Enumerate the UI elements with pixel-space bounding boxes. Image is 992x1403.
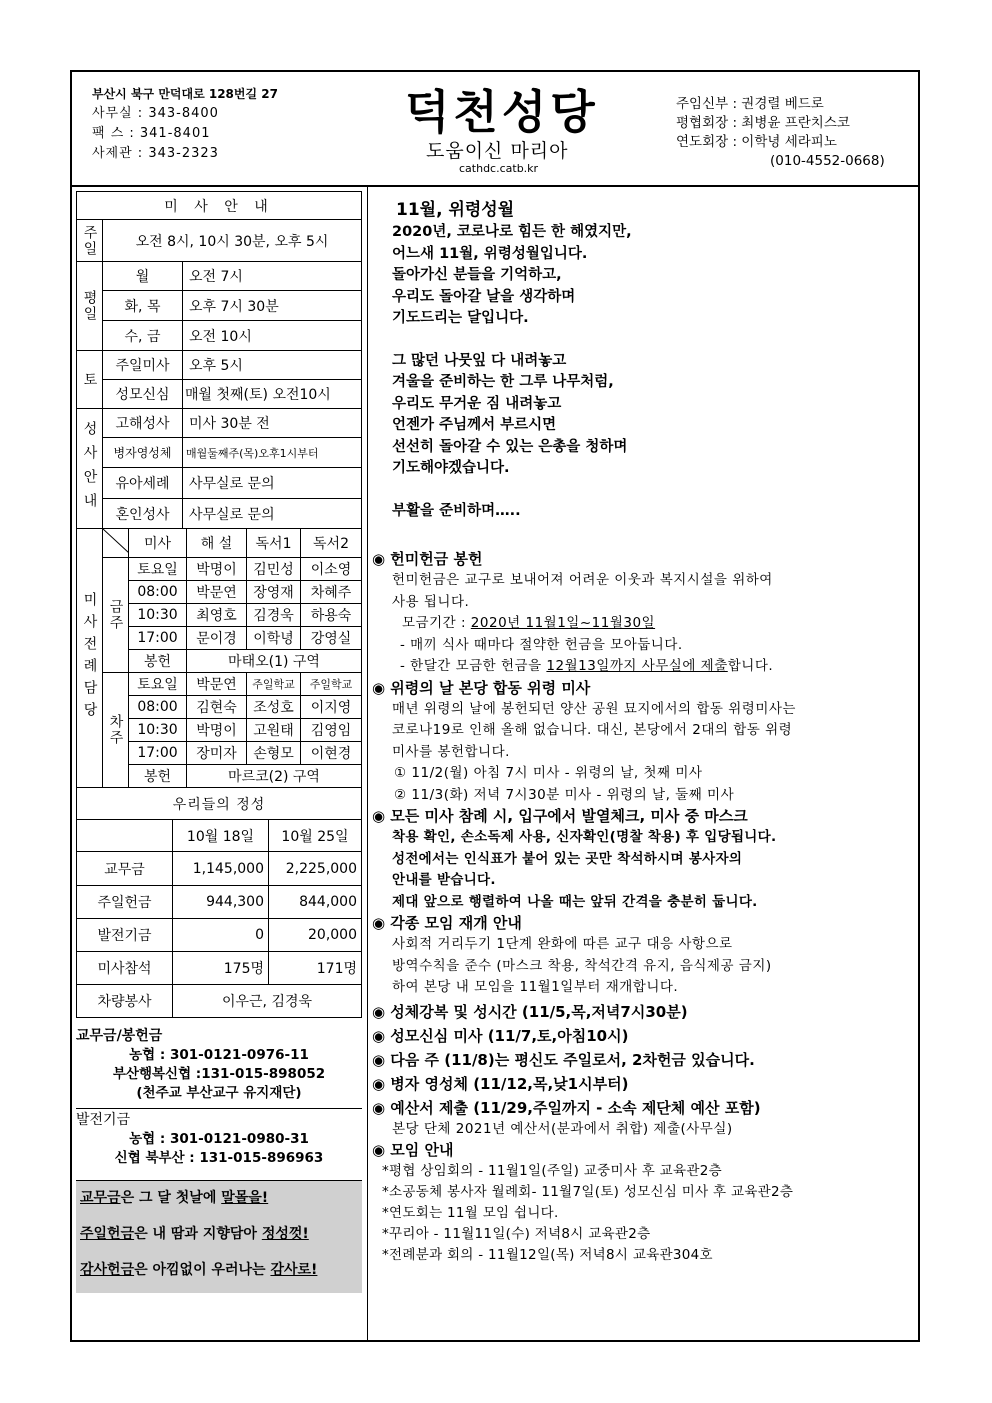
article-closing: 부활을 준비하며….. [392, 502, 521, 519]
slogan: 주일헌금은 내 땀과 지향담아 정성껏! [80, 1226, 309, 1242]
duty-commentator: 박문연 [187, 673, 247, 696]
duty-reader2: 이소영 [301, 558, 362, 581]
sacrament-name: 병자영성체 [103, 438, 183, 468]
meeting-item: *전례분과 회의 - 11월12일(목) 저녁8시 교육관304호 [382, 1247, 713, 1263]
staff-block [676, 95, 885, 171]
weekday-time: 오후 7시 30분 [183, 291, 362, 321]
article-line: 우리도 돌아갈 날을 생각하며 [392, 288, 576, 305]
sacrament-time: 미사 30분 전 [183, 409, 362, 438]
slogan-box [76, 1180, 362, 1293]
notice-text: 사용 됩니다. [392, 593, 470, 610]
offering-label: 주일헌금 [77, 886, 173, 919]
meeting-item: *평협 상임회의 - 11월1일(주일) 교중미사 후 교육관2층 [382, 1163, 722, 1179]
duty-reader2: 차혜주 [301, 581, 362, 604]
elder-president: 연도회장 : 이학녕 세라피노 [676, 134, 837, 150]
duty-reader2: 이지영 [301, 696, 362, 719]
sunday-time: 오전 8시, 10시 30분, 오후 5시 [103, 220, 362, 262]
duty-mass: 토요일 [129, 558, 187, 581]
duty-mass: 17:00 [129, 742, 187, 765]
notice-text: 방역수칙을 준수 (마스크 착용, 착석간격 유지, 음식제공 금지) [392, 957, 772, 974]
offering-value: 171명 [269, 952, 362, 985]
sacrament-time: 사무실로 문의 [183, 468, 362, 499]
notice-title: ◉ 모든 미사 참례 시, 입구에서 발열체크, 미사 중 마스크 [372, 807, 748, 825]
duty-commentator: 문이경 [187, 627, 247, 650]
col-reader2: 독서2 [301, 529, 362, 558]
bank-info [76, 1027, 362, 1103]
duty-commentator: 최영호 [187, 604, 247, 627]
notice-text: - 매끼 식사 때마다 절약한 헌금을 모아둡니다. [400, 636, 683, 653]
page-subtitle: 도움이신 마리아 [426, 140, 569, 162]
blank-cell [77, 820, 173, 852]
notice-text: 본당 단체 2021년 예산서(분과에서 취합) 제출(사무실) [392, 1120, 733, 1137]
mass-table [76, 191, 362, 529]
weekday-time: 오전 10시 [183, 321, 362, 351]
duty-reader2: 강영실 [301, 627, 362, 650]
council-president: 평협회장 : 최병윤 프란치스코 [676, 115, 850, 131]
weekday-day: 월 [103, 262, 183, 291]
notice-title: ◉ 위령의 날 본당 합동 위령 미사 [372, 678, 591, 697]
article-line: 그 많던 나뭇잎 다 내려놓고 [392, 352, 567, 369]
sunday-label: 주일 [77, 220, 103, 262]
column-divider [367, 185, 368, 1342]
sacrament-name: 혼인성사 [103, 499, 183, 529]
duty-mass: 10:30 [129, 719, 187, 742]
offering-value: 0 [173, 919, 269, 952]
duty-reader1: 이학녕 [247, 627, 301, 650]
saturday-item: 주일미사 [103, 351, 183, 380]
bank-divider [76, 1108, 362, 1109]
meeting-item: *소공동체 봉사자 월례회- 11월7일(토) 성모신심 미사 후 교육관2층 [382, 1184, 794, 1200]
mass-heading: 미 사 안 내 [77, 192, 362, 220]
offering-district: 마태오(1) 구역 [187, 650, 362, 673]
sacrament-time: 매월둘째주(목)오후1시부터 [183, 438, 362, 468]
col-commentator: 해 설 [187, 529, 247, 558]
notice-text: ① 11/2(월) 아침 7시 미사 - 위령의 날, 첫째 미사 [394, 765, 703, 781]
notice-title: ◉ 각종 모임 재개 안내 [372, 914, 522, 932]
notice-text: - 한달간 모금한 헌금을 12월13일까지 사무실에 제출합니다. [400, 658, 774, 674]
notice-text: 코로나19로 인해 올해 없습니다. 대신, 본당에서 2대의 합동 위령 [392, 722, 793, 738]
sacrament-label: 성사안내 [77, 409, 103, 529]
website: cathdc.catb.kr [459, 162, 539, 175]
duty-commentator: 박명이 [187, 719, 247, 742]
article [372, 198, 917, 522]
duty-mass: 17:00 [129, 627, 187, 650]
notice-text: 모금기간 : 2020년 11월1일~11월30일 [402, 615, 656, 631]
notice-text: 매년 위령의 날에 봉헌되던 양산 공원 묘지에서의 합동 위령미사는 [392, 700, 796, 717]
article-line: 2020년, 코로나로 힘든 한 해였지만, [392, 224, 632, 240]
duty-reader1: 김경욱 [247, 604, 301, 627]
offering-label: 봉헌 [129, 650, 187, 673]
fund-info [76, 1111, 362, 1168]
notice-text: 헌미헌금은 교구로 보내어져 어려운 이웃과 복지시설을 위하여 [392, 572, 773, 588]
article-title: 11월, 위령성월 [396, 200, 515, 220]
header-divider [70, 185, 920, 187]
bank-account: 농협 : 301-0121-0980-31 [129, 1131, 309, 1147]
duty-table [76, 528, 362, 788]
notice-text: 제대 앞으로 행렬하여 나올 때는 앞뒤 간격을 충분히 둡니다. [392, 893, 758, 910]
duty-label: 미사전례담당 [77, 529, 103, 788]
notices [372, 549, 917, 1266]
bank-account: 농협 : 301-0121-0976-11 [129, 1047, 309, 1063]
notice-text: 착용 확인, 손소독제 사용, 신자확인(명찰 착용) 후 입당됩니다. [392, 829, 777, 845]
notice-text: ② 11/3(화) 저녁 7시30분 미사 - 위령의 날, 둘째 미사 [394, 786, 735, 803]
address: 부산시 북구 만덕대로 128번길 27 [92, 87, 278, 101]
weekday-time: 오전 7시 [183, 262, 362, 291]
driver-label: 차량봉사 [77, 985, 173, 1018]
notice-title: ◉ 성체강복 및 성시간 (11/5,목,저녁7시30분) [372, 1002, 688, 1021]
bank-account: 신협 북부산 : 131-015-896963 [114, 1150, 324, 1166]
contact-block [92, 84, 278, 164]
saturday-label: 토 [77, 351, 103, 409]
offering-value: 944,300 [173, 886, 269, 919]
offering-value: 175명 [173, 952, 269, 985]
driver-names: 이우근, 김경욱 [173, 985, 362, 1018]
this-week-label: 금주 [103, 558, 129, 673]
date-col: 10월 25일 [269, 820, 362, 852]
duty-reader2: 이현경 [301, 742, 362, 765]
meeting-item: *꾸리아 - 11월11일(수) 저녁8시 교육관2층 [382, 1226, 651, 1242]
offering-heading: 우리들의 정성 [77, 788, 362, 820]
article-line: 선선히 돌아갈 수 있는 은총을 청하며 [392, 438, 628, 455]
duty-commentator: 박명이 [187, 558, 247, 581]
duty-reader1: 손형모 [247, 742, 301, 765]
notice-title: ◉ 다음 주 (11/8)는 평신도 주일로서, 2차헌금 있습니다. [372, 1050, 755, 1069]
article-line: 언젠가 주님께서 부르시면 [392, 417, 557, 433]
page-title: 덕천성당 [405, 85, 599, 139]
fund-title: 발전기금 [76, 1112, 131, 1128]
duty-reader2: 김영임 [301, 719, 362, 742]
duty-reader1: 조성호 [247, 696, 301, 719]
elder-phone: (010-4552-0668) [770, 153, 885, 169]
account-holder: (천주교 부산교구 유지재단) [136, 1085, 302, 1101]
sacrament-name: 고해성사 [103, 409, 183, 438]
rectory-phone: 사제관 : 343-2323 [92, 146, 219, 161]
offering-label: 미사참석 [77, 952, 173, 985]
duty-reader2: 주일학교 [301, 673, 362, 696]
offering-label: 교무금 [77, 852, 173, 886]
col-reader1: 독서1 [247, 529, 301, 558]
sacrament-name: 유아세례 [103, 468, 183, 499]
duty-reader1: 고원태 [247, 719, 301, 742]
notice-text: 안내를 받습니다. [392, 872, 496, 888]
duty-mass: 08:00 [129, 581, 187, 604]
article-line: 기도해야겠습니다. [392, 460, 510, 476]
offering-value: 20,000 [269, 919, 362, 952]
bank-title: 교무금/봉헌금 [76, 1028, 163, 1044]
notice-text: 성전에서는 인식표가 붙어 있는 곳만 착석하시며 봉사자의 [392, 850, 743, 867]
duty-commentator: 박문연 [187, 581, 247, 604]
offering-district: 마르코(2) 구역 [187, 765, 362, 788]
offering-label: 봉헌 [129, 765, 187, 788]
offering-label: 발전기금 [77, 919, 173, 952]
col-mass: 미사 [129, 529, 187, 558]
next-week-label: 차주 [103, 673, 129, 788]
notice-text: 하여 본당 내 모임을 11월1일부터 재개합니다. [392, 979, 679, 995]
article-line: 어느새 11월, 위령성월입니다. [392, 245, 588, 262]
sacrament-time: 사무실로 문의 [183, 499, 362, 529]
article-line: 겨울을 준비하는 한 그루 나무처럼, [392, 374, 614, 390]
slogan: 교무금은 그 달 첫날에 말몰을! [80, 1190, 269, 1206]
meeting-item: *연도회는 11월 모임 쉽니다. [382, 1205, 559, 1221]
slogan: 감사헌금은 아낌없이 우러나는 감사로! [80, 1262, 318, 1278]
pastor: 주임신부 : 권경렬 베드로 [676, 96, 824, 112]
notice-title: ◉ 성모신심 미사 (11/7,토,아침10시) [372, 1026, 629, 1045]
notice-title: ◉ 예산서 제출 (11/29,주일까지 - 소속 제단체 예산 포함) [372, 1098, 761, 1117]
notice-title: ◉ 헌미헌금 봉헌 [372, 550, 483, 568]
offering-value: 2,225,000 [269, 852, 362, 886]
duty-mass: 10:30 [129, 604, 187, 627]
saturday-time: 매월 첫째(토) 오전10시 [183, 380, 362, 409]
duty-commentator: 장미자 [187, 742, 247, 765]
article-line: 돌아가신 분들을 기억하고, [392, 267, 562, 283]
fax: 팩 스 : 341-8401 [92, 126, 211, 141]
duty-reader1: 장영재 [247, 581, 301, 604]
date-col: 10월 18일 [173, 820, 269, 852]
duty-mass: 08:00 [129, 696, 187, 719]
notice-title: ◉ 모임 안내 [372, 1141, 454, 1159]
mass-info [76, 191, 362, 1018]
bank-account: 부산행복신협 :131-015-898052 [112, 1066, 326, 1082]
offering-value: 844,000 [269, 886, 362, 919]
offering-table [76, 787, 362, 1018]
weekday-day: 수, 금 [103, 321, 183, 351]
offering-value: 1,145,000 [173, 852, 269, 886]
saturday-time: 오후 5시 [183, 351, 362, 380]
weekday-label: 평일 [77, 262, 103, 351]
notice-title: ◉ 병자 영성체 (11/12,목,낮1시부터) [372, 1074, 629, 1093]
notice-text: 미사를 봉헌합니다. [392, 743, 510, 760]
office-phone: 사무실 : 343-8400 [92, 106, 219, 121]
duty-commentator: 김현숙 [187, 696, 247, 719]
duty-mass: 토요일 [129, 673, 187, 696]
duty-reader1: 주일학교 [247, 673, 301, 696]
diagonal-cell [103, 529, 129, 558]
saturday-item: 성모신심 [103, 380, 183, 409]
weekday-day: 화, 목 [103, 291, 183, 321]
notice-text: 사회적 거리두기 1단계 완화에 따른 교구 대응 사항으로 [392, 936, 733, 952]
duty-reader1: 김민성 [247, 558, 301, 581]
duty-reader2: 하용숙 [301, 604, 362, 627]
article-line: 기도드리는 달입니다. [392, 310, 529, 326]
article-line: 우리도 무거운 짐 내려놓고 [392, 395, 562, 412]
